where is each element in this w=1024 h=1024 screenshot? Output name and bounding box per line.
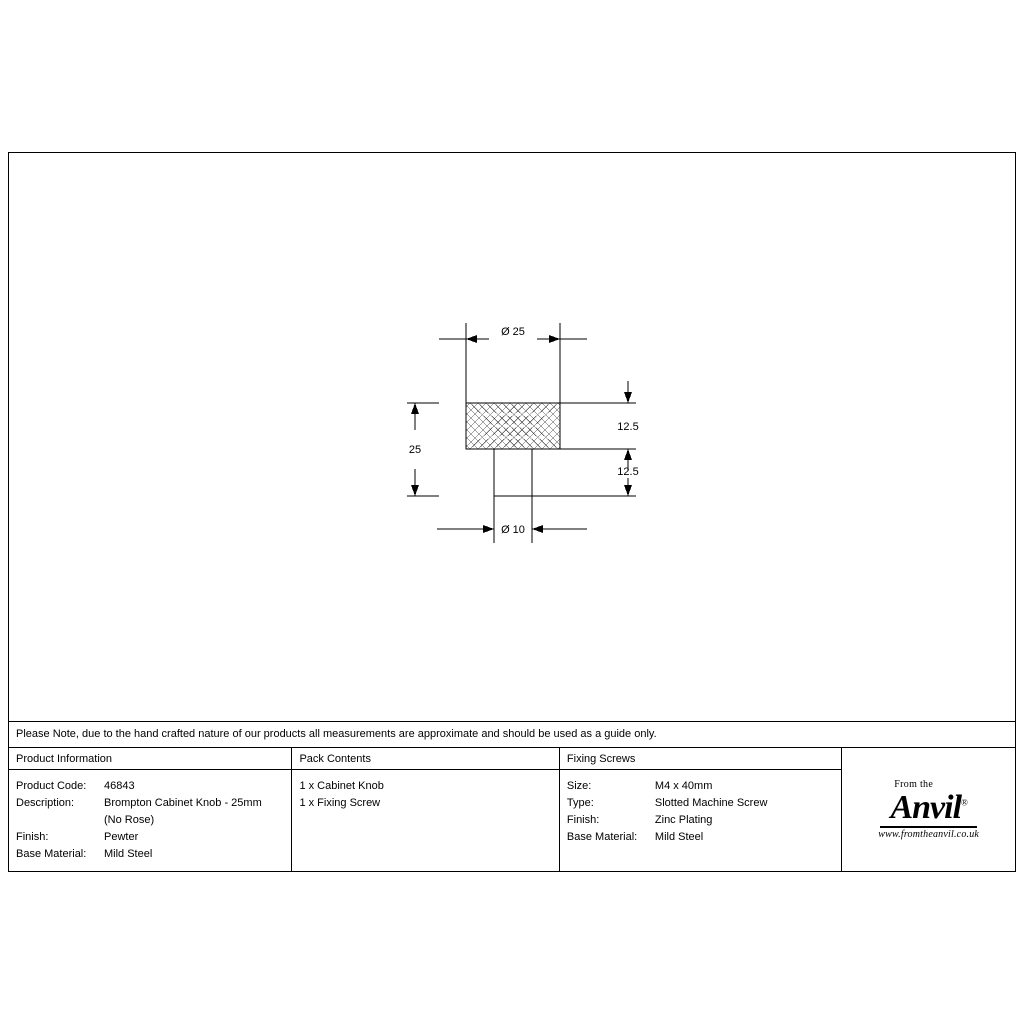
fixing-screws-heading: Fixing Screws (560, 748, 841, 770)
finish-label: Finish: (16, 831, 49, 843)
screw-size-label: Size: (566, 780, 592, 792)
screw-type-label: Type: (566, 797, 594, 809)
logo-line-from-the: From the (894, 778, 934, 790)
table-row (16, 829, 284, 846)
note-text: Please Note, due to the hand crafted nature of our products all measurements are approximate and should be used as a guide only. (16, 728, 657, 740)
screw-size-value: M4 x 40mm (654, 780, 713, 792)
screw-finish-label: Finish: (566, 814, 600, 826)
dim-label-bottom-width: Ø 10 (501, 524, 525, 536)
table-row (567, 778, 834, 795)
pack-contents-heading: Pack Contents (292, 748, 558, 770)
base-material-value: Mild Steel (104, 848, 153, 860)
dim-label-top-width: Ø 25 (501, 326, 525, 338)
registered-mark: ® (961, 797, 967, 808)
table-row (16, 812, 284, 829)
list-item: 1 x Fixing Screw (299, 797, 381, 809)
description-label: Description: (16, 797, 75, 809)
finish-value: Pewter (104, 831, 139, 843)
brand-logo-column (842, 748, 1015, 871)
product-information-column (9, 748, 292, 871)
screw-base-material-value: Mild Steel (654, 831, 704, 843)
table-row (16, 778, 284, 795)
table-row (567, 812, 834, 829)
logo-anvil-text: Anvil (890, 788, 962, 826)
drawing-sheet (8, 152, 1016, 872)
list-item: 1 x Cabinet Knob (299, 780, 384, 792)
dim-label-right-bottom: 12.5 (617, 466, 639, 478)
screw-type-value: Slotted Machine Screw (654, 797, 768, 809)
pack-contents-column (292, 748, 559, 871)
information-table (9, 748, 1015, 871)
fixing-screws-column (560, 748, 842, 871)
logo-wordmark (878, 788, 979, 826)
logo-divider (880, 826, 977, 828)
screw-base-material-label: Base Material: (566, 831, 638, 843)
table-row (567, 829, 834, 846)
dim-label-right-top: 12.5 (617, 421, 639, 433)
screw-finish-value: Zinc Plating (654, 814, 713, 826)
dim-label-left-height: 25 (408, 444, 422, 456)
product-code-label: Product Code: (16, 780, 87, 792)
description-value: Brompton Cabinet Knob - 25mm (104, 797, 262, 809)
product-information-heading: Product Information (9, 748, 291, 770)
from-the-anvil-logo (878, 780, 979, 840)
table-row (16, 795, 284, 812)
table-row (16, 846, 284, 863)
base-material-label: Base Material: (16, 848, 87, 860)
logo-website: www.fromtheanvil.co.uk (878, 828, 980, 840)
description-value-continued: (No Rose) (104, 814, 155, 826)
technical-drawing (9, 153, 1015, 721)
note-strip (9, 721, 1015, 748)
table-row (567, 795, 834, 812)
product-code-value: 46843 (104, 780, 135, 792)
